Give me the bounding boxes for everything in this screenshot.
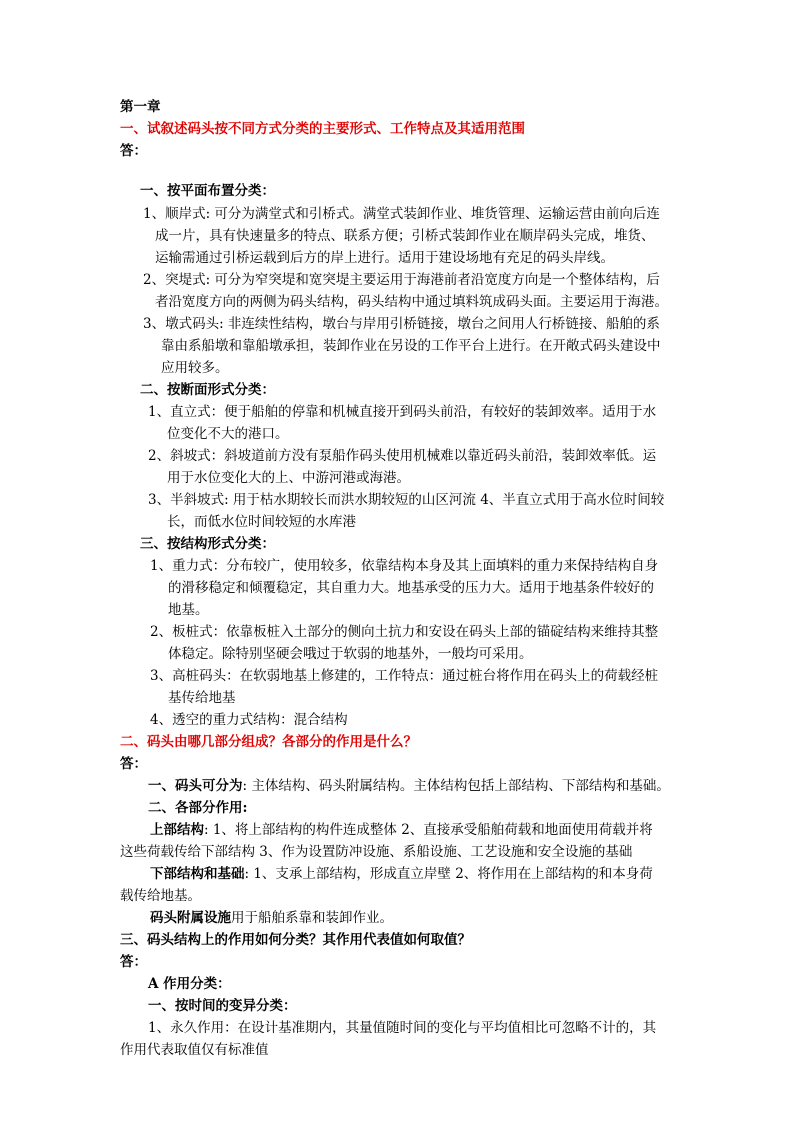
list-item: 2、斜坡式：斜坡道前方没有泵船作码头使用机械难以靠近码头前沿，装卸效率低。运 — [148, 448, 657, 464]
list-item: 2、突堤式: 可分为窄突堤和宽突堤主要运用于海港前者沿宽度方向是一个整体结构，后 — [143, 272, 660, 288]
question-2-title: 二、码头由哪几部分组成？各部分的作用是什么？ — [120, 734, 417, 750]
list-item-continuation: 地基。 — [168, 602, 209, 618]
paragraph-lead: 上部结构 — [150, 822, 204, 838]
list-item-continuation: 的滑移稳定和倾覆稳定，其自重力大。地基承受的压力大。适用于地基条件较好的 — [168, 580, 654, 596]
paragraph-continuation: 这些荷载传给下部结构 3、作为设置防冲设施、系船设施、工艺设施和安全设施的基础 — [120, 844, 633, 860]
list-item-continuation: 者沿宽度方向的两侧为码头结构，码头结构中通过填料筑成码头面。主要运用于海港。 — [155, 294, 668, 310]
list-item-continuation: 用于水位变化大的上、中游河港或海港。 — [167, 470, 410, 486]
list-item: 1、重力式：分布较广，使用较多，依靠结构本身及其上面填料的重力来保持结构自身 — [150, 558, 659, 574]
list-item-continuation: 位变化不大的港口。 — [167, 426, 289, 442]
section-heading: 一、按时间的变异分类： — [148, 998, 297, 1014]
list-item: 2、板桩式：依靠板桩入土部分的侧向土抗力和安设在码头上部的锚碇结构来维持其整 — [150, 624, 659, 640]
paragraph-lead: 码头附属设施 — [150, 910, 231, 926]
answer-label: 答： — [120, 756, 147, 772]
question-3-title: 三、码头结构上的作用如何分类？其作用代表值如何取值？ — [120, 932, 471, 948]
list-item-continuation: 运输需通过引桥运载到后方的岸上进行。适用于建设场地有充足的码头岸线。 — [155, 250, 614, 266]
list-item-continuation: 基传给地基 — [168, 690, 236, 706]
section-heading: 二、按断面形式分类： — [140, 382, 275, 398]
list-item: 3、高桩码头：在软弱地基上修建的，工作特点：通过桩台将作用在码头上的荷载经桩 — [150, 668, 659, 684]
list-item: 3、墩式码头: 非连续性结构，墩台与岸用引桥链接，墩台之间用人行桥链接、船舶的系 — [143, 316, 660, 332]
section-heading: 三、按结构形式分类： — [140, 536, 275, 552]
question-1-title: 一、试叙述码头按不同方式分类的主要形式、工作特点及其适用范围 — [120, 121, 525, 137]
paragraph-text: : 1、支承上部结构，形成直立岸壁 2、将作用在上部结构的和本身荷 — [244, 866, 653, 882]
paragraph — [150, 819, 653, 841]
paragraph: 1、永久作用：在设计基准期内，其量值随时间的变化与平均值相比可忽略不计的，其 — [148, 1020, 657, 1036]
list-item-continuation: 体稳定。除特别坚硬会哦过于软弱的地基外，一般均可采用。 — [168, 646, 533, 662]
list-item: 4、透空的重力式结构：混合结构 — [150, 712, 348, 728]
paragraph-continuation: 作用代表取值仅有标准值 — [120, 1042, 269, 1058]
section-heading: A 作用分类： — [148, 976, 231, 992]
list-item-continuation: 应用较多。 — [161, 360, 229, 376]
paragraph-text: : 1、将上部结构的构件连成整体 2、直接承受船舶荷载和地面使用荷载并将 — [204, 822, 653, 838]
paragraph-text: 用于船舶系靠和装卸作业。 — [231, 910, 393, 926]
section-heading: 一、按平面布置分类： — [140, 183, 275, 199]
answer-label: 答： — [120, 143, 147, 159]
list-item-continuation: 靠由系船墩和靠船墩承担，装卸作业在另设的工作平台上进行。在开敞式码头建设中 — [161, 338, 661, 354]
paragraph-continuation: 载传给地基。 — [120, 888, 201, 904]
paragraph-lead: 下部结构和基础 — [150, 866, 245, 882]
answer-label: 答： — [120, 954, 147, 970]
paragraph — [150, 907, 393, 929]
list-item-continuation: 长，而低水位时间较短的水库港 — [167, 514, 356, 530]
paragraph-lead: 一、码头可分为 — [148, 778, 243, 794]
list-item: 1、顺岸式: 可分为满堂式和引桥式。满堂式装卸作业、堆货管理、运输运营由前向后连 — [143, 206, 660, 222]
paragraph — [148, 775, 670, 797]
paragraph-text: : 主体结构、码头附属结构。主体结构包括上部结构、下部结构和基础。 — [242, 778, 670, 794]
list-item: 3、半斜坡式: 用于枯水期较长而洪水期较短的山区河流 4、半直立式用于高水位时间较 — [148, 492, 665, 508]
section-heading: 二、各部分作用: — [148, 800, 248, 816]
list-item: 1、直立式：便于船舶的停靠和机械直接开到码头前沿，有较好的装卸效率。适用于水 — [148, 404, 657, 420]
chapter-title: 第一章 — [120, 99, 161, 115]
list-item-continuation: 成一片，具有快速量多的特点、联系方便；引桥式装卸作业在顺岸码头完成，堆货、 — [155, 228, 655, 244]
paragraph — [150, 863, 653, 885]
